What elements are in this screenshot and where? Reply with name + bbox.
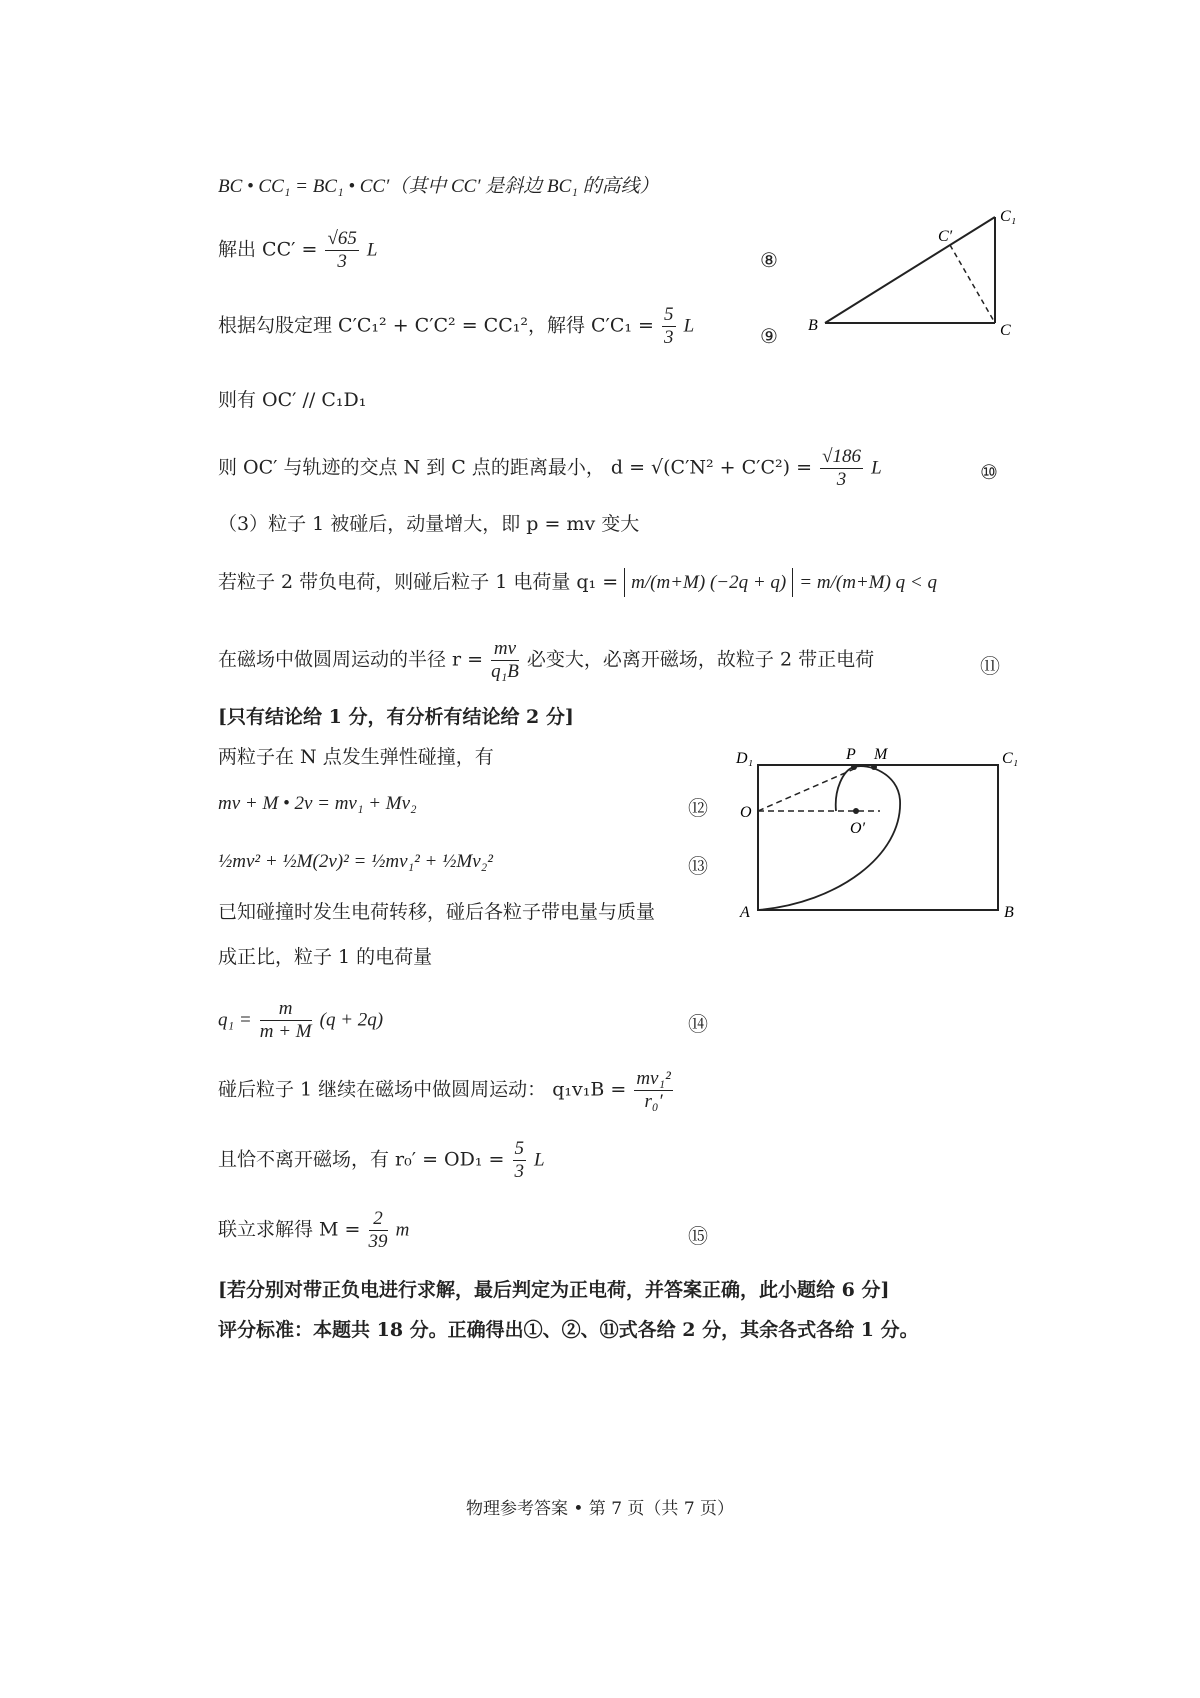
line-7-suffix: = m/(m+M) q < q [799,572,937,593]
equation-line-5 [218,446,882,491]
page-footer: 物理参考答案 • 第 7 页（共 7 页） [465,1499,735,1519]
equation-line-12: ½mv² + ½M(2v)² = ½mv₁² + ½Mv₂² [218,851,493,872]
fraction [491,638,519,683]
line-3-prefix: 根据勾股定理 C′C₁² + C′C² = CC₁²，解得 C′C₁ = [218,314,654,337]
dashed-op-line [758,769,854,811]
numerator: 5 [664,304,674,325]
numerator: mv [491,638,519,661]
fraction [260,998,312,1043]
hypotenuse-bc1 [825,217,995,323]
trajectory-figure [728,745,1018,930]
denominator: 39 [368,1231,388,1252]
equation-line-10: 两粒子在 N 点发生弹性碰撞，有 [218,746,494,768]
fraction [325,228,358,273]
fraction [513,1138,527,1183]
fraction [369,1208,388,1253]
line-15-suffix: (q + 2q) [319,1009,384,1031]
scoring-standard: 评分标准：本题共 18 分。正确得出①、②、⑪式各给 2 分，其余各式各给 1 分。 [218,1319,919,1341]
label-c: C [1000,322,1011,339]
equation-line-6: （3）粒子 1 被碰后，动量增大，即 p = mv 变大 [218,513,640,535]
label-c1: C₁ [1000,208,1017,225]
equation-marker-10: ⑩ [980,460,998,484]
label-p: P [846,746,856,763]
numerator: √186 [822,446,862,467]
line-17-suffix: L [534,1149,545,1171]
line-16-prefix: 碰后粒子 1 继续在磁场中做圆周运动： q₁v₁B = [218,1078,627,1101]
fraction [634,1068,672,1113]
triangle-figure [800,205,1030,340]
line-3-suffix: L [683,315,695,337]
label-b: B [1004,904,1014,921]
equation-marker-15: ⑮ [688,1224,708,1248]
equation-marker-9: ⑨ [760,324,778,348]
equation-marker-13: ⑬ [688,854,708,878]
line-8-suffix: 必变大，必离开磁场，故粒子 2 带正电荷 [526,648,875,671]
numerator: 2 [369,1208,388,1231]
scoring-note-1: [只有结论给 1 分，有分析有结论给 2 分] [218,706,574,728]
equation-marker-12: ⑫ [688,796,708,820]
point-oprime [853,808,859,814]
absolute-value-expression: m/(m+M) (−2q + q) [624,568,793,597]
denominator: 3 [836,469,847,490]
label-cprime: C′ [938,228,953,245]
line-7-prefix: 若粒子 2 带负电荷，则碰后粒子 1 电荷量 q₁ = [218,571,619,593]
label-m: M [874,746,888,763]
equation-line-16 [218,1068,675,1113]
equation-line-14: 成正比，粒子 1 的电荷量 [218,946,433,968]
label-c1: C₁ [1002,750,1018,767]
field-rectangle [758,765,998,910]
line-15-prefix: q₁ = [218,1009,252,1031]
line-2-suffix: L [366,239,378,261]
label-b: B [808,317,818,334]
line-5-prefix: 则 OC′ 与轨迹的交点 N 到 C 点的距离最小， d = √(C′N² + C′C²) = [218,456,813,479]
point-m [871,764,877,770]
denominator: 3 [337,251,347,272]
numerator: 5 [514,1138,524,1159]
equation-line-13: 已知碰撞时发生电荷转移，碰后各粒子带电量与质量 [218,901,656,923]
fraction [820,446,863,491]
denominator: r₀′ [644,1091,663,1112]
equation-line-15 [218,998,383,1043]
label-a: A [740,904,750,921]
denominator: 3 [514,1161,524,1182]
label-o: O [740,804,752,821]
line-18-prefix: 联立求解得 M = [218,1218,361,1241]
line-2-prefix: 解出 CC′ = [218,238,318,261]
line-17-prefix: 且恰不离开磁场，有 r₀′ = OD₁ = [218,1148,505,1171]
equation-marker-14: ⑭ [688,1012,708,1036]
equation-line-4: 则有 OC′ // C₁D₁ [218,389,367,411]
equation-line-7 [218,570,937,595]
trajectory-curve [758,766,900,910]
equation-line-8 [218,638,874,683]
equation-line-18 [218,1208,409,1253]
equation-line-3 [218,304,694,349]
denominator: m + M [259,1021,312,1042]
altitude-ccprime [950,245,995,323]
scoring-note-2: [若分别对带正负电进行求解，最后判定为正电荷，并答案正确，此小题给 6 分] [218,1279,890,1301]
equation-line-2 [218,228,378,273]
label-oprime: O′ [850,820,866,837]
equation-line-11: mv + M • 2v = mv₁ + Mv₂ [218,793,417,814]
label-d1: D₁ [736,750,754,767]
numerator: √65 [327,228,357,249]
point-p [851,764,857,770]
denominator: q₁B [491,661,519,682]
equation-marker-8: ⑧ [760,248,778,272]
equation-marker-11: ⑪ [980,654,1000,678]
line-18-suffix: m [395,1219,410,1241]
numerator: m [260,998,312,1021]
numerator: mv₁² [636,1068,671,1089]
equation-line-1: BC • CC₁ = BC₁ • CC′（其中 CC′ 是斜边 BC₁ 的高线） [218,176,659,197]
fraction [662,304,676,349]
equation-line-17 [218,1138,545,1183]
denominator: 3 [664,327,674,348]
line-5-suffix: L [871,457,882,479]
line-8-prefix: 在磁场中做圆周运动的半径 r = [218,648,484,671]
